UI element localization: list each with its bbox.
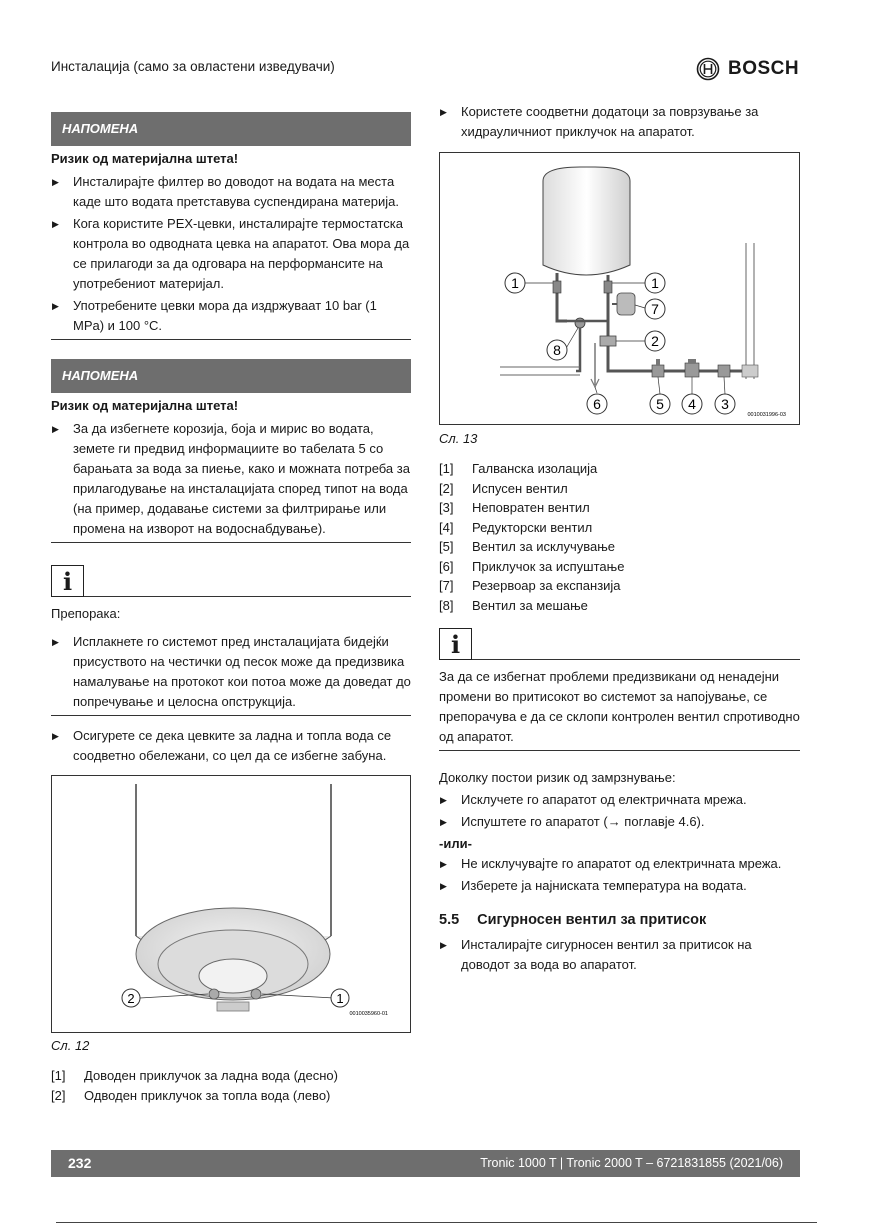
svg-text:3: 3 xyxy=(721,396,729,412)
legend-item: [1] Галванска изолација xyxy=(439,461,598,476)
callout-6 xyxy=(587,394,607,414)
section-55-list xyxy=(439,935,800,977)
water-heater-bottom-diagram xyxy=(52,776,410,1032)
list-item: ▶ За да избегнете корозија, боја и мирис во водата, земете ги предвид информациите во табелата 5 со барањата за вода за пиење, како и можната потреба за прилагодување на инсталацијата според типот на вода (на пример, додавање системи за филтрирање или промена на изворот на водоснабдување). xyxy=(51,419,411,539)
section-heading xyxy=(439,912,800,928)
page-footer xyxy=(51,1150,800,1177)
divider xyxy=(51,339,411,340)
freeze-block xyxy=(439,768,800,898)
divider xyxy=(51,715,411,716)
note-label: НАПОМЕНА xyxy=(51,359,411,393)
section-number: 5.5 xyxy=(439,912,460,928)
tip-box-2 xyxy=(439,628,800,751)
right-step xyxy=(439,102,800,144)
or-separator: -или- xyxy=(439,836,472,851)
legend-item: [4] Редукторски вентил xyxy=(439,519,593,535)
divider xyxy=(56,1222,817,1223)
callout-8 xyxy=(547,340,567,360)
tip-box-1 xyxy=(51,565,411,716)
brand-name: BOSCH xyxy=(728,58,800,79)
list-item: ▶ Осигурете се дека цевките за ладна и топла вода се соодветно обележани, со цел да се избегне забуна. xyxy=(51,726,411,766)
list-item: ▶ Исплакнете го системот пред инсталацијата бидејќи присуството на честички од песок може да предизвика намалување на протокот кои потоа може да доведат до попречување и целосна опструкција. xyxy=(51,632,411,712)
divider xyxy=(439,750,800,751)
list-item: ▶ Исклучете го апаратот од електричната мрежа. xyxy=(439,790,800,810)
tip-text: За да се избегнат проблеми предизвикани од ненадејни промени во притисокот во системот за напојување, се препорачува е да се склопи контролен вентил спротиводно од апаратот. xyxy=(439,669,800,744)
figure-13-legend xyxy=(439,459,800,615)
divider xyxy=(472,659,800,660)
callout-2 xyxy=(645,331,665,351)
legend-item: [2] Испусен вентил xyxy=(439,480,568,496)
legend-item: [3] Неповратен вентил xyxy=(439,500,590,515)
list-item: ▶ Кога користите PEX-цевки, инсталирајте термостатска контрола во одводната цевка на апаратот. Ова мора да се прилагоди за да одговара на перформансите на употребениот материјал. xyxy=(51,214,411,294)
figure-code: 0010031996-03 xyxy=(747,412,786,418)
bosch-armature-icon xyxy=(696,57,720,81)
svg-text:2: 2 xyxy=(651,333,659,349)
callout-5 xyxy=(650,394,670,414)
list-item: ▶ Не исклучувајте го апаратот од електричната мрежа. xyxy=(439,854,800,874)
figure-code: 0010035960-01 xyxy=(349,1011,388,1017)
figure-13 xyxy=(439,152,800,425)
info-icon: i xyxy=(51,565,84,597)
legend-item: [6] Приклучок за испуштање xyxy=(439,558,625,574)
freeze-intro: Доколку постои ризик од замрзнување: xyxy=(439,770,676,785)
callout-1-right xyxy=(645,273,665,293)
list-item: ▶ Инсталирајте филтер во доводот на водата на места каде што водата претставува суспендирана материја. xyxy=(51,172,411,212)
tip-intro: Препорака: xyxy=(51,606,121,621)
figure-caption: Сл. 13 xyxy=(439,431,478,446)
divider xyxy=(51,542,411,543)
callout-3 xyxy=(715,394,735,414)
list-item: ▶ Изберете ја најниската температура на водата. xyxy=(439,876,800,896)
header-title: Инсталација (само за овластени изведувачи) xyxy=(51,59,335,74)
svg-text:6: 6 xyxy=(593,396,601,412)
legend-item: [2] Одводен приклучок за топла вода (лево) xyxy=(51,1087,331,1103)
figure-caption: Сл. 12 xyxy=(51,1038,90,1053)
list-item: ▶ Користете соодветни додатоци за поврзување за хидрауличниот приклучок на апаратот. xyxy=(439,102,800,142)
callout-4 xyxy=(682,394,702,414)
step-block xyxy=(51,726,411,768)
figure-12-legend xyxy=(51,1066,411,1105)
legend-item: [8] Вентил за мешање xyxy=(439,597,588,613)
legend-item: [5] Вентил за исклучување xyxy=(439,539,616,554)
svg-text:7: 7 xyxy=(651,301,659,317)
svg-text:8: 8 xyxy=(553,342,561,358)
legend-item: [1] Доводен приклучок за ладна вода (десно) xyxy=(51,1068,338,1083)
document-id: Tronic 1000 T | Tronic 2000 T – 6721831855 (2021/06) xyxy=(480,1156,783,1170)
note-box-2 xyxy=(51,359,411,543)
callout-1-left xyxy=(505,273,525,293)
hydraulic-connection-diagram xyxy=(440,153,799,424)
svg-text:4: 4 xyxy=(688,396,696,412)
figure-12 xyxy=(51,775,411,1033)
callout-7 xyxy=(645,299,665,319)
divider xyxy=(84,596,411,597)
info-icon: i xyxy=(439,628,472,660)
svg-text:1: 1 xyxy=(651,275,659,291)
page-number: 232 xyxy=(68,1155,92,1171)
note-subtitle: Ризик од материјална штета! xyxy=(51,398,239,413)
bosch-logo xyxy=(696,55,802,83)
note-subtitle: Ризик од материјална штета! xyxy=(51,151,239,166)
list-item: ▶ Испуштете го апаратот (→ поглавје 4.6). xyxy=(439,812,800,832)
svg-text:5: 5 xyxy=(656,396,664,412)
note-box-1 xyxy=(51,112,411,340)
note-label: НАПОМЕНА xyxy=(51,112,411,146)
callout-label: 1 xyxy=(336,991,344,1006)
legend-item: [7] Резервоар за експанзија xyxy=(439,578,621,593)
section-title: Сигурносен вентил за притисок xyxy=(477,912,707,928)
svg-text:1: 1 xyxy=(511,275,519,291)
list-item: ▶ Инсталирајте сигурносен вентил за притисок на доводот за вода во апаратот. xyxy=(439,935,800,975)
list-item: ▶ Употребените цевки мора да издржуваат 10 bar (1 MPa) и 100 °C. xyxy=(51,296,411,336)
callout-label: 2 xyxy=(127,991,135,1006)
